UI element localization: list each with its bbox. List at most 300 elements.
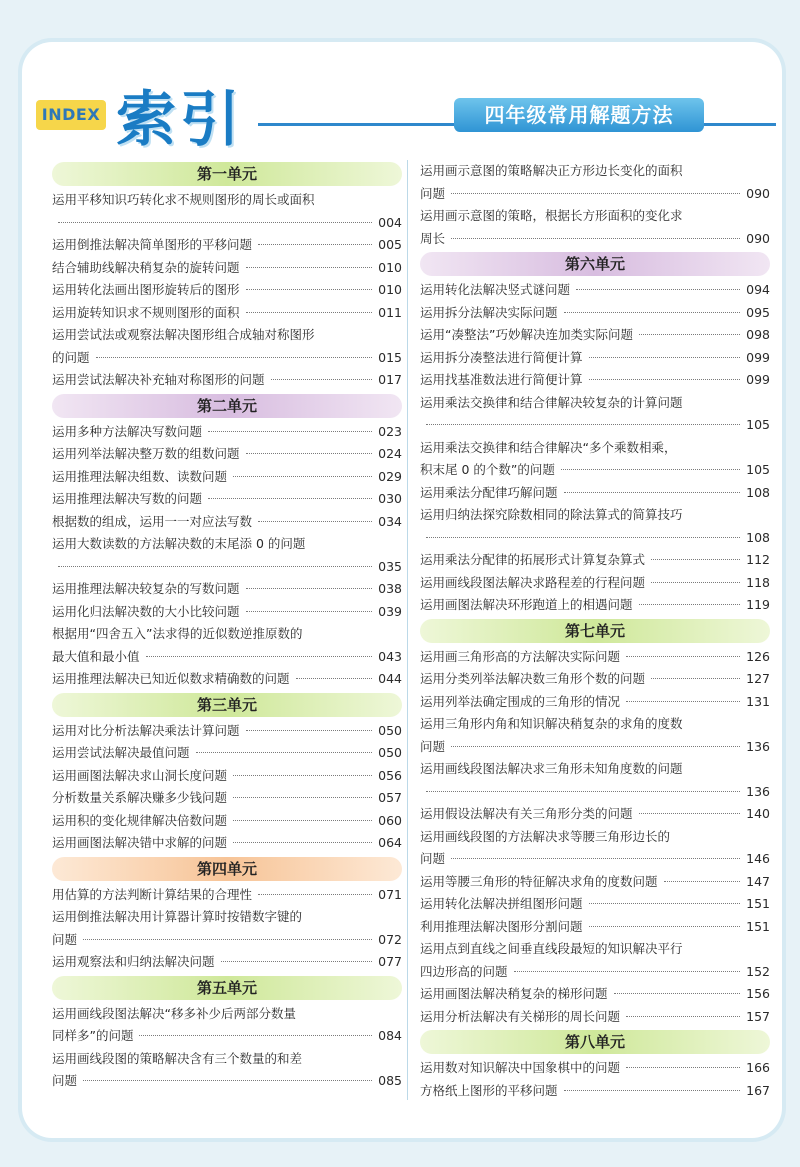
dot-leader bbox=[233, 797, 372, 798]
page-number: 015 bbox=[378, 349, 402, 365]
entry-row bbox=[420, 803, 770, 826]
dot-leader bbox=[246, 289, 373, 290]
index-entry[interactable] bbox=[420, 369, 770, 392]
entry-text: 根据用“四舍五入”法求得的近似数逆推原数的 bbox=[52, 626, 303, 641]
index-entry[interactable] bbox=[420, 324, 770, 347]
entry-text: 运用旋转知识求不规则图形的面积 bbox=[52, 304, 240, 320]
dot-leader bbox=[651, 582, 740, 583]
entry-row bbox=[52, 511, 402, 534]
index-column-left bbox=[52, 160, 402, 1093]
index-entry[interactable] bbox=[52, 720, 402, 743]
page-number: 005 bbox=[378, 237, 402, 252]
entry-text: 运用转化法解决竖式谜问题 bbox=[420, 282, 571, 297]
page-number: 151 bbox=[746, 918, 770, 934]
entry-text: 运用转化法解决拼组图形问题 bbox=[420, 896, 583, 911]
page-number: 071 bbox=[378, 886, 402, 902]
entry-text: 运用等腰三角形的特征解决求角的度数问题 bbox=[420, 873, 658, 889]
index-entry[interactable] bbox=[420, 1057, 770, 1080]
entry-text: 运用假设法解决有关三角形分类的问题 bbox=[420, 806, 633, 821]
page-number: 024 bbox=[378, 446, 402, 461]
entry-row bbox=[420, 1080, 770, 1103]
index-entry[interactable] bbox=[420, 572, 770, 595]
index-entry[interactable] bbox=[52, 668, 402, 691]
entry-row bbox=[420, 1057, 770, 1080]
dot-leader bbox=[83, 939, 372, 940]
dot-leader bbox=[83, 1080, 372, 1081]
page-number: 010 bbox=[378, 259, 402, 275]
index-entry[interactable] bbox=[52, 234, 402, 257]
entry-row bbox=[52, 347, 402, 370]
dot-leader bbox=[614, 993, 741, 994]
entry-text: 运用化归法解决数的大小比较问题 bbox=[52, 603, 240, 619]
dot-leader bbox=[639, 813, 741, 814]
page-number: 127 bbox=[746, 671, 770, 686]
page-number: 095 bbox=[746, 304, 770, 320]
index-entry[interactable] bbox=[420, 160, 770, 205]
index-entry[interactable] bbox=[52, 601, 402, 624]
page-number: 064 bbox=[378, 835, 402, 850]
index-entry[interactable] bbox=[420, 594, 770, 617]
page-number: 146 bbox=[746, 851, 770, 866]
dot-leader bbox=[296, 678, 373, 679]
dot-leader bbox=[233, 476, 372, 477]
dot-leader bbox=[451, 746, 740, 747]
index-entry[interactable] bbox=[52, 257, 402, 280]
entry-row bbox=[52, 601, 402, 624]
entry-row bbox=[52, 810, 402, 833]
entry-row bbox=[52, 556, 402, 579]
entry-text: 运用推理法解决较复杂的写数问题 bbox=[52, 581, 240, 596]
index-entry[interactable] bbox=[420, 205, 770, 250]
page-number: 060 bbox=[378, 812, 402, 828]
index-entry[interactable] bbox=[420, 803, 770, 826]
dot-leader bbox=[589, 379, 741, 380]
index-entry[interactable] bbox=[420, 983, 770, 1006]
page-number: 099 bbox=[746, 349, 770, 365]
index-entry[interactable] bbox=[420, 279, 770, 302]
entry-row bbox=[420, 324, 770, 347]
page-number: 011 bbox=[378, 304, 402, 320]
entry-text: 运用多种方法解决写数问题 bbox=[52, 423, 203, 439]
index-entry[interactable] bbox=[52, 421, 402, 444]
dot-leader bbox=[451, 193, 740, 194]
page-number: 085 bbox=[378, 1073, 402, 1088]
dot-leader bbox=[246, 312, 373, 313]
entry-row bbox=[52, 578, 402, 601]
index-entry[interactable] bbox=[52, 533, 402, 578]
entry-text: 周长 bbox=[420, 230, 446, 246]
entry-text: 问题 bbox=[420, 738, 446, 754]
entry-row bbox=[52, 443, 402, 466]
unit-header: 第七单元 bbox=[420, 619, 770, 643]
dot-leader bbox=[208, 498, 372, 499]
page-title: 索引 bbox=[116, 85, 244, 155]
index-entry[interactable] bbox=[52, 189, 402, 234]
entry-text: 运用推理法解决写数的问题 bbox=[52, 491, 203, 506]
page-number: 126 bbox=[746, 648, 770, 664]
column-divider bbox=[407, 160, 408, 1100]
page-number: 156 bbox=[746, 986, 770, 1001]
entry-row bbox=[52, 646, 402, 669]
unit-header: 第一单元 bbox=[52, 162, 402, 186]
entry-row bbox=[420, 414, 770, 437]
page-number: 023 bbox=[378, 423, 402, 439]
index-entry[interactable] bbox=[420, 347, 770, 370]
entry-text: 运用尝试法或观察法解决图形组合成轴对称图形 bbox=[52, 327, 315, 342]
entry-text: 运用画图法解决求山洞长度问题 bbox=[52, 767, 228, 783]
page-number: 147 bbox=[746, 873, 770, 889]
index-entry[interactable] bbox=[52, 906, 402, 951]
entry-row bbox=[52, 257, 402, 280]
dot-leader bbox=[258, 244, 372, 245]
page-number: 136 bbox=[746, 783, 770, 799]
entry-row bbox=[420, 482, 770, 505]
entry-row bbox=[52, 466, 402, 489]
entry-text: 运用倒推法解决简单图形的平移问题 bbox=[52, 237, 253, 252]
entry-text: 运用尝试法解决最值问题 bbox=[52, 745, 190, 760]
index-entry[interactable] bbox=[420, 504, 770, 549]
unit-header: 第四单元 bbox=[52, 857, 402, 881]
page-number: 090 bbox=[746, 185, 770, 201]
entry-text: 运用倒推法解决用计算器计算时按错数字键的 bbox=[52, 909, 303, 924]
entry-text: 同样多”的问题 bbox=[52, 1028, 134, 1043]
entry-text: 运用画示意图的策略解决正方形边长变化的面积 bbox=[420, 163, 683, 178]
entry-row bbox=[52, 1070, 402, 1093]
dot-leader bbox=[258, 894, 372, 895]
dot-leader bbox=[626, 1067, 740, 1068]
dot-leader bbox=[221, 961, 373, 962]
dot-leader bbox=[426, 424, 740, 425]
page-number: 098 bbox=[746, 327, 770, 342]
page-number: 029 bbox=[378, 468, 402, 484]
page-number: 136 bbox=[746, 738, 770, 754]
entry-text: 运用分析法解决有关梯形的周长问题 bbox=[420, 1008, 621, 1024]
entry-row bbox=[420, 302, 770, 325]
index-entry[interactable] bbox=[420, 646, 770, 669]
dot-leader bbox=[233, 820, 372, 821]
entry-row bbox=[420, 893, 770, 916]
entry-text: 用估算的方法判断计算结果的合理性 bbox=[52, 886, 253, 902]
index-entry[interactable] bbox=[52, 787, 402, 810]
index-entry[interactable] bbox=[420, 668, 770, 691]
index-entry[interactable] bbox=[52, 951, 402, 974]
entry-text: 运用拆分法解决实际问题 bbox=[420, 304, 558, 320]
index-entry[interactable] bbox=[52, 623, 402, 668]
entry-text: 问题 bbox=[52, 1073, 78, 1088]
entry-text: 运用列举法确定围成的三角形的情况 bbox=[420, 693, 621, 709]
dot-leader bbox=[626, 656, 740, 657]
index-entry[interactable] bbox=[52, 279, 402, 302]
entry-row bbox=[52, 720, 402, 743]
entry-text: 运用观察法和归纳法解决问题 bbox=[52, 954, 215, 969]
page-number: 077 bbox=[378, 954, 402, 969]
entry-row bbox=[52, 369, 402, 392]
page-number: 131 bbox=[746, 693, 770, 709]
entry-text: 运用画示意图的策略，根据长方形面积的变化求 bbox=[420, 208, 683, 223]
index-entry[interactable] bbox=[52, 302, 402, 325]
entry-row bbox=[52, 787, 402, 810]
entry-text: 运用平移知识巧转化求不规则图形的周长或面积 bbox=[52, 192, 315, 207]
entry-text: 问题 bbox=[420, 185, 446, 201]
entry-text: 运用“凑整法”巧妙解决连加类实际问题 bbox=[420, 327, 633, 342]
dot-leader bbox=[639, 334, 740, 335]
dot-leader bbox=[139, 1035, 372, 1036]
entry-text: 运用数对知识解决中国象棋中的问题 bbox=[420, 1060, 621, 1075]
page-number: 050 bbox=[378, 745, 402, 760]
entry-row bbox=[52, 832, 402, 855]
dot-leader bbox=[196, 752, 373, 753]
entry-row bbox=[52, 302, 402, 325]
index-entry[interactable] bbox=[420, 437, 770, 482]
dot-leader bbox=[233, 775, 372, 776]
page-number: 112 bbox=[746, 552, 770, 567]
entry-row bbox=[52, 765, 402, 788]
index-entry[interactable] bbox=[420, 549, 770, 572]
dot-leader bbox=[589, 903, 741, 904]
page-number: 004 bbox=[378, 214, 402, 230]
dot-leader bbox=[246, 611, 373, 612]
index-entry[interactable] bbox=[420, 691, 770, 714]
entry-row bbox=[420, 347, 770, 370]
entry-row bbox=[420, 781, 770, 804]
page-number: 151 bbox=[746, 896, 770, 911]
entry-row bbox=[420, 961, 770, 984]
entry-text: 运用推理法解决已知近似数求精确数的问题 bbox=[52, 671, 290, 686]
page-number: 167 bbox=[746, 1082, 770, 1098]
dot-leader bbox=[246, 730, 373, 731]
page-number: 157 bbox=[746, 1008, 770, 1024]
dot-leader bbox=[561, 469, 740, 470]
page-number: 057 bbox=[378, 790, 402, 805]
index-entry[interactable] bbox=[52, 443, 402, 466]
entry-text: 的问题 bbox=[52, 349, 90, 365]
entry-text: 运用画图法解决环形跑道上的相遇问题 bbox=[420, 597, 633, 612]
entry-text: 运用乘法交换律和结合律解决较复杂的计算问题 bbox=[420, 394, 683, 410]
unit-header: 第六单元 bbox=[420, 252, 770, 276]
entry-row bbox=[420, 871, 770, 894]
entry-text: 运用尝试法解决补充轴对称图形的问题 bbox=[52, 372, 265, 387]
index-entry[interactable] bbox=[420, 482, 770, 505]
page-number: 034 bbox=[378, 513, 402, 529]
index-entry[interactable] bbox=[52, 742, 402, 765]
page-number: 039 bbox=[378, 603, 402, 619]
dot-leader bbox=[208, 431, 372, 432]
dot-leader bbox=[233, 842, 372, 843]
entry-row bbox=[52, 742, 402, 765]
entry-row bbox=[420, 594, 770, 617]
entry-row bbox=[52, 1025, 402, 1048]
entry-text: 方格纸上图形的平移问题 bbox=[420, 1082, 558, 1098]
entry-row bbox=[420, 916, 770, 939]
page-number: 166 bbox=[746, 1060, 770, 1075]
dot-leader bbox=[146, 656, 373, 657]
entry-text: 运用对比分析法解决乘法计算问题 bbox=[52, 722, 240, 738]
index-column-right bbox=[420, 160, 770, 1102]
entry-text: 运用画线段图法解决求路程差的行程问题 bbox=[420, 574, 646, 590]
index-entry[interactable] bbox=[52, 488, 402, 511]
index-entry[interactable] bbox=[52, 324, 402, 369]
entry-row bbox=[52, 279, 402, 302]
dot-leader bbox=[246, 588, 373, 589]
index-entry[interactable] bbox=[52, 1048, 402, 1093]
entry-row bbox=[52, 884, 402, 907]
entry-row bbox=[420, 459, 770, 482]
entry-text: 运用画线段图法解决求三角形未知角度数的问题 bbox=[420, 761, 683, 776]
dot-leader bbox=[96, 357, 373, 358]
entry-text: 运用转化法画出图形旋转后的图形 bbox=[52, 282, 240, 297]
dot-leader bbox=[514, 971, 741, 972]
index-entry[interactable] bbox=[52, 369, 402, 392]
entry-text: 运用点到直线之间垂直线段最短的知识解决平行 bbox=[420, 941, 683, 956]
index-entry[interactable] bbox=[420, 916, 770, 939]
subject-banner: 四年级常用解题方法 bbox=[454, 98, 704, 132]
index-entry[interactable] bbox=[420, 893, 770, 916]
page-number: 084 bbox=[378, 1028, 402, 1043]
page-number: 099 bbox=[746, 372, 770, 387]
entry-text: 运用列举法解决整万数的组数问题 bbox=[52, 446, 240, 461]
page-number: 152 bbox=[746, 963, 770, 979]
dot-leader bbox=[258, 521, 372, 522]
entry-text: 运用乘法分配律巧解问题 bbox=[420, 484, 558, 500]
page-header bbox=[36, 60, 776, 155]
entry-text: 运用画图法解决稍复杂的梯形问题 bbox=[420, 986, 608, 1001]
entry-row bbox=[420, 572, 770, 595]
index-entry[interactable] bbox=[420, 713, 770, 758]
index-entry[interactable] bbox=[52, 810, 402, 833]
dot-leader bbox=[58, 222, 372, 223]
entry-row bbox=[420, 1006, 770, 1029]
entry-text: 问题 bbox=[52, 931, 78, 947]
entry-text: 运用推理法解决组数、读数问题 bbox=[52, 468, 228, 484]
page-number: 108 bbox=[746, 484, 770, 500]
entry-row bbox=[420, 983, 770, 1006]
unit-header: 第五单元 bbox=[52, 976, 402, 1000]
dot-leader bbox=[564, 492, 741, 493]
entry-row bbox=[420, 183, 770, 206]
entry-row bbox=[52, 488, 402, 511]
index-entry[interactable] bbox=[420, 871, 770, 894]
index-entry[interactable] bbox=[52, 578, 402, 601]
entry-text: 积末尾 0 的个数”的问题 bbox=[420, 462, 555, 477]
entry-text: 运用拆分凑整法进行简便计算 bbox=[420, 349, 583, 365]
entry-text: 运用画线段图的策略解决含有三个数量的和差 bbox=[52, 1050, 303, 1066]
page-number: 038 bbox=[378, 581, 402, 596]
entry-text: 运用画三角形高的方法解决实际问题 bbox=[420, 648, 621, 664]
entry-row bbox=[52, 234, 402, 257]
entry-text: 运用积的变化规律解决倍数问题 bbox=[52, 812, 228, 828]
page-number: 105 bbox=[746, 462, 770, 477]
entry-text: 分析数量关系解决赚多少钱问题 bbox=[52, 790, 228, 805]
dot-leader bbox=[451, 858, 740, 859]
entry-row bbox=[420, 646, 770, 669]
index-entry[interactable] bbox=[52, 884, 402, 907]
dot-leader bbox=[651, 678, 740, 679]
entry-text: 运用归纳法探究除数相同的除法算式的简算技巧 bbox=[420, 507, 683, 522]
index-entry[interactable] bbox=[420, 1006, 770, 1029]
index-entry[interactable] bbox=[52, 765, 402, 788]
index-entry[interactable] bbox=[420, 758, 770, 803]
page-number: 094 bbox=[746, 282, 770, 297]
page-number: 035 bbox=[378, 558, 402, 574]
dot-leader bbox=[639, 604, 741, 605]
dot-leader bbox=[589, 926, 741, 927]
dot-leader bbox=[246, 453, 373, 454]
unit-header: 第二单元 bbox=[52, 394, 402, 418]
entry-row bbox=[420, 369, 770, 392]
index-entry[interactable] bbox=[52, 1003, 402, 1048]
entry-row bbox=[420, 279, 770, 302]
index-entry[interactable] bbox=[420, 938, 770, 983]
page-number: 090 bbox=[746, 230, 770, 246]
entry-text: 根据数的组成，运用一一对应法写数 bbox=[52, 513, 253, 529]
dot-leader bbox=[271, 379, 373, 380]
unit-header: 第八单元 bbox=[420, 1030, 770, 1054]
dot-leader bbox=[451, 238, 740, 239]
dot-leader bbox=[589, 357, 741, 358]
page-number: 043 bbox=[378, 648, 402, 664]
entry-text: 运用乘法分配律的拓展形式计算复杂算式 bbox=[420, 552, 646, 567]
entry-text: 运用乘法交换律和结合律解决“多个乘数相乘， bbox=[420, 439, 677, 455]
dot-leader bbox=[626, 1016, 740, 1017]
entry-row bbox=[52, 929, 402, 952]
unit-header: 第三单元 bbox=[52, 693, 402, 717]
dot-leader bbox=[564, 312, 741, 313]
entry-text: 运用三角形内角和知识解决稍复杂的求角的度数 bbox=[420, 716, 683, 731]
index-entry[interactable] bbox=[420, 392, 770, 437]
index-entry[interactable] bbox=[52, 832, 402, 855]
dot-leader bbox=[58, 566, 372, 567]
page-number: 010 bbox=[378, 282, 402, 297]
entry-row bbox=[420, 549, 770, 572]
entry-text: 最大值和最小值 bbox=[52, 648, 140, 664]
index-entry[interactable] bbox=[420, 302, 770, 325]
entry-row bbox=[420, 527, 770, 550]
dot-leader bbox=[246, 267, 373, 268]
entry-row bbox=[420, 848, 770, 871]
entry-row bbox=[420, 228, 770, 251]
entry-text: 结合辅助线解决稍复杂的旋转问题 bbox=[52, 259, 240, 275]
dot-leader bbox=[576, 289, 740, 290]
dot-leader bbox=[426, 537, 740, 538]
page-number: 072 bbox=[378, 931, 402, 947]
dot-leader bbox=[651, 559, 740, 560]
index-entry[interactable] bbox=[420, 1080, 770, 1103]
index-entry[interactable] bbox=[52, 466, 402, 489]
page-number: 017 bbox=[378, 372, 402, 387]
entry-text: 四边形高的问题 bbox=[420, 963, 508, 979]
index-entry[interactable] bbox=[52, 511, 402, 534]
index-entry[interactable] bbox=[420, 826, 770, 871]
entry-text: 运用画线段图的方法解决求等腰三角形边长的 bbox=[420, 828, 671, 844]
entry-row bbox=[52, 421, 402, 444]
entry-text: 运用画线段图法解决“移多补少后两部分数量 bbox=[52, 1005, 296, 1021]
page-number: 030 bbox=[378, 491, 402, 506]
entry-row bbox=[52, 951, 402, 974]
entry-row bbox=[52, 212, 402, 235]
entry-text: 利用推理法解决图形分割问题 bbox=[420, 918, 583, 934]
dot-leader bbox=[564, 1090, 741, 1091]
entry-row bbox=[420, 668, 770, 691]
entry-text: 运用画图法解决错中求解的问题 bbox=[52, 835, 228, 850]
page-number: 044 bbox=[378, 671, 402, 686]
page-number: 140 bbox=[746, 806, 770, 821]
page-number: 050 bbox=[378, 722, 402, 738]
dot-leader bbox=[626, 701, 740, 702]
entry-text: 运用分类列举法解决数三角形个数的问题 bbox=[420, 671, 646, 686]
page-number: 119 bbox=[746, 597, 770, 612]
page-number: 108 bbox=[746, 529, 770, 545]
page-number: 105 bbox=[746, 417, 770, 432]
